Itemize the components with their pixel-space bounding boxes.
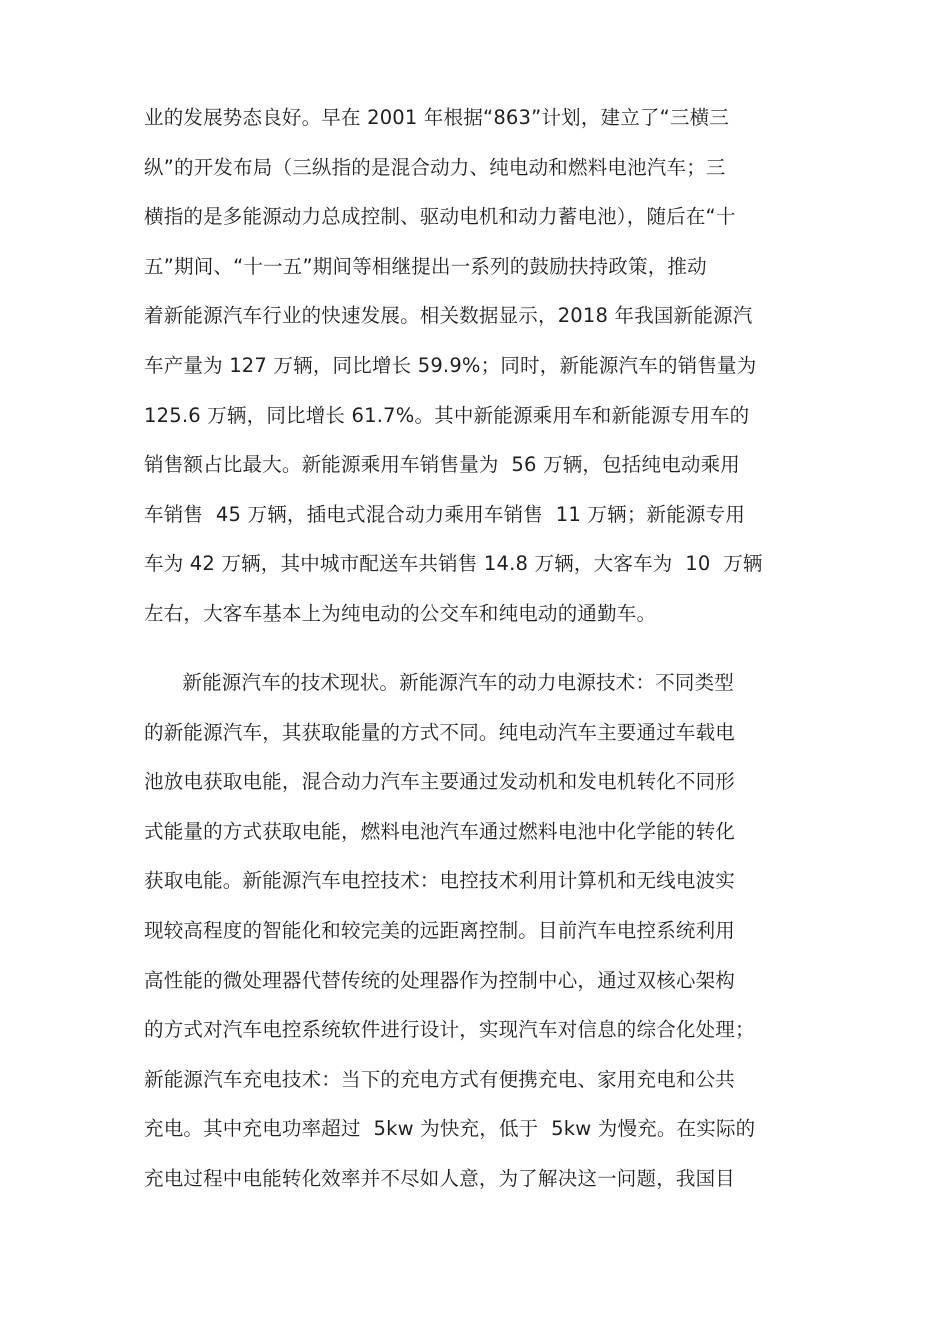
paragraph <box>144 93 824 639</box>
text-line: 五”期间、“十一五”期间等相继提出一系列的鼓励扶持政策，推动 <box>144 254 707 278</box>
paragraph <box>144 658 824 1204</box>
text-line: 池放电获取电能，混合动力汽车主要通过发动机和发电机转化不同形 <box>144 770 736 794</box>
text-line: 新能源汽车充电技术：当下的充电方式有便携充电、家用充电和公共 <box>144 1067 736 1091</box>
text-line: 现较高程度的智能化和较完美的远距离控制。目前汽车电控系统利用 <box>144 918 736 942</box>
text-line: 车产量为 127 万辆，同比增长 59.9%；同时，新能源汽车的销售量为 <box>144 353 757 377</box>
text-line: 着新能源汽车行业的快速发展。相关数据显示，2018 年我国新能源汽 <box>144 304 753 328</box>
text-line: 车销售 45 万辆，插电式混合动力乘用车销售 11 万辆；新能源专用 <box>144 502 746 526</box>
text-line: 左右，大客车基本上为纯电动的公交车和纯电动的通勤车。 <box>144 601 657 625</box>
text-line: 纵”的开发布局（三纵指的是混合动力、纯电动和燃料电池汽车；三 <box>144 155 726 179</box>
text-line: 的方式对汽车电控系统软件进行设计，实现汽车对信息的综合化处理； <box>144 1018 755 1042</box>
text-line: 横指的是多能源动力总成控制、驱动电机和动力蓄电池），随后在“十 <box>144 205 736 229</box>
text-line: 充电过程中电能转化效率并不尽如人意，为了解决这一问题，我国目 <box>144 1166 736 1190</box>
text-line: 车为 42 万辆，其中城市配送车共销售 14.8 万辆，大客车为 10 万辆 <box>144 552 763 576</box>
text-line: 销售额占比最大。新能源乘用车销售量为 56 万辆，包括纯电动乘用 <box>144 453 741 477</box>
text-line: 新能源汽车的技术现状。新能源汽车的动力电源技术：不同类型 <box>144 671 734 694</box>
text-line: 125.6 万辆，同比增长 61.7%。其中新能源乘用车和新能源专用车的 <box>144 403 750 427</box>
text-line: 高性能的微处理器代替传统的处理器作为控制中心，通过双核心架构 <box>144 968 736 992</box>
text-line: 的新能源汽车，其获取能量的方式不同。纯电动汽车主要通过车载电 <box>144 720 736 744</box>
text-line: 式能量的方式获取电能，燃料电池汽车通过燃料电池中化学能的转化 <box>144 819 736 843</box>
text-line: 获取电能。新能源汽车电控技术：电控技术利用计算机和无线电波实 <box>144 869 736 893</box>
text-line: 充电。其中充电功率超过 5kw 为快充，低于 5kw 为慢充。在实际的 <box>144 1117 756 1141</box>
text-line: 业的发展势态良好。早在 2001 年根据“863”计划，建立了“三横三 <box>144 106 730 129</box>
